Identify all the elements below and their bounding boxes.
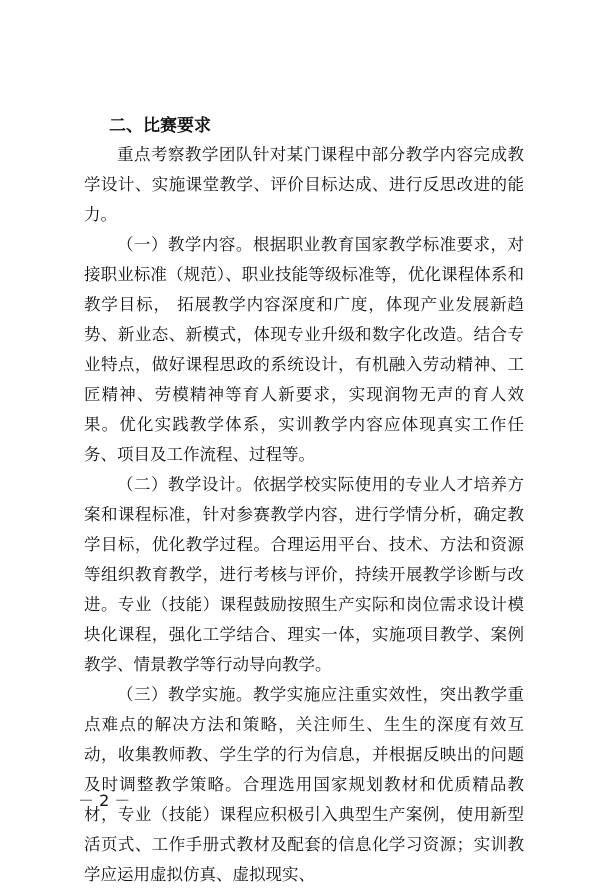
page-number: － 2 － xyxy=(78,791,131,810)
section-heading: 二、比赛要求 xyxy=(109,116,211,136)
paragraph-teaching-implementation: （三）教学实施。教学实施应注重实效性，突出教学重点难点的解决方法和策略，关注师生、生生的深度有效互动，收集教师教、学生学的行为信息，并根据反映出的问题及时调整教学策略。合理选用国家规划教材和优质精品教材，专业（技能）课程应积极引入典型生产案例，使用新型活页式、工作手册式教材及配套的信息化学习资源；实训教学应运用虚拟仿真、虚拟现实、 xyxy=(84,685,524,884)
body-text xyxy=(84,140,524,890)
paragraph-teaching-content: （一）教学内容。根据职业教育国家教学标准要求，对接职业标准（规范）、职业技能等级标准等，优化课程体系和教学目标， 拓展教学内容深度和广度，体现产业发展新趋势、新业态、新模式，体现专业升级和数字化改造。结合专业特点，做好课程思政的系统设计，有机融入劳动精神、工匠精神、劳模精神等育人新要求，实现润物无声的育人效果。优化实践教学体系，实训教学内容应体现真实工作任务、项目及工作流程、过程等。 xyxy=(84,235,524,464)
paragraph-teaching-design: （二）教学设计。依据学校实际使用的专业人才培养方案和课程标准，针对参赛教学内容，进行学情分析，确定教学目标，优化教学过程。合理运用平台、技术、方法和资源等组织教育教学，进行考核与评价，持续开展教学诊断与改进。专业（技能）课程鼓励按照生产实际和岗位需求设计模块化课程，强化工学结合、理实一体，实施项目教学、案例教学、情景教学等行动导向教学。 xyxy=(84,475,524,674)
paragraph-intro: 重点考察教学团队针对某门课程中部分教学内容完成教学设计、实施课堂教学、评价目标达成、进行反思改进的能力。 xyxy=(84,145,524,224)
